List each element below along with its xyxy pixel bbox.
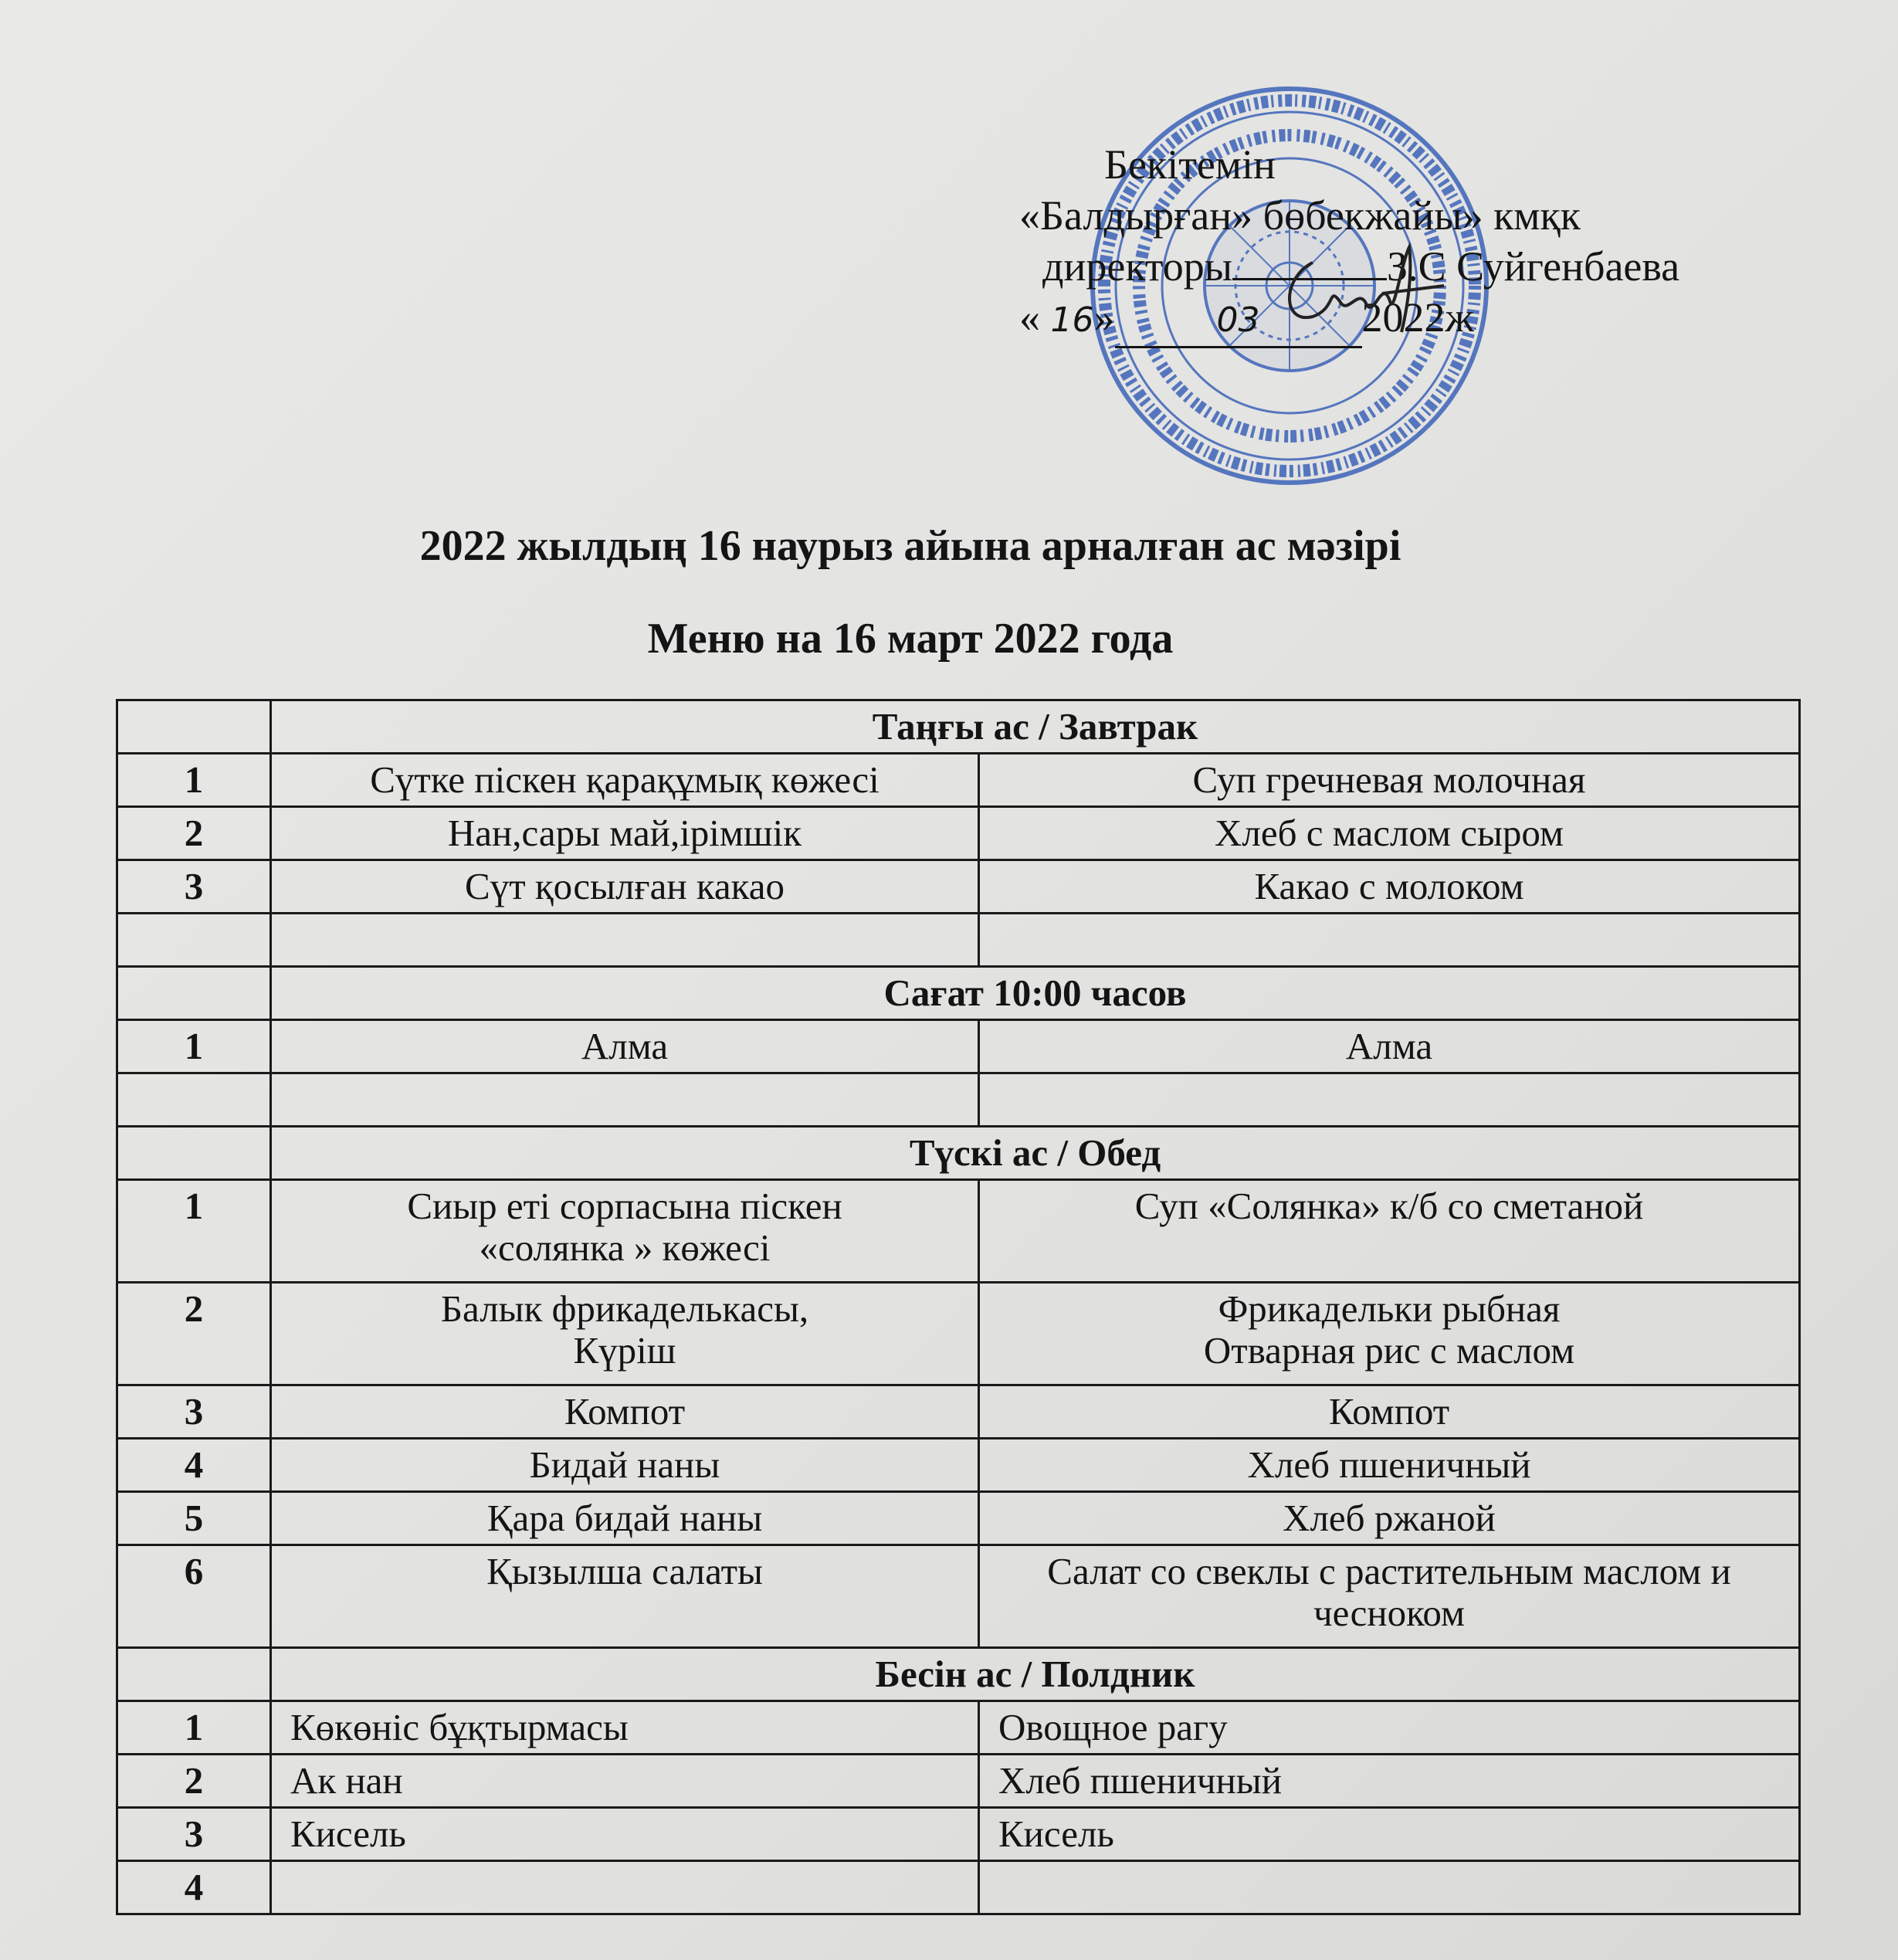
menu-row xyxy=(117,1492,1800,1545)
item-number xyxy=(117,914,271,967)
item-number: 2 xyxy=(117,1283,271,1385)
dish-russian: Хлеб пшеничный xyxy=(979,1755,1800,1808)
dish-russian xyxy=(979,1073,1800,1127)
dish-russian: Компот xyxy=(979,1385,1800,1439)
title-russian: Меню на 16 март 2022 года xyxy=(647,615,1174,663)
menu-row xyxy=(117,1073,1800,1127)
dish-russian: Салат со свеклы с растительным маслом и чесноком xyxy=(979,1545,1800,1648)
section-title: Таңғы ас / Завтрак xyxy=(271,700,1800,754)
item-number: 1 xyxy=(117,1180,271,1283)
section-header-row xyxy=(117,700,1800,754)
dish-kazakh: Алма xyxy=(271,1020,979,1073)
dish-russian: Хлеб ржаной xyxy=(979,1492,1800,1545)
empty-cell xyxy=(117,967,271,1020)
dish-kazakh xyxy=(271,1861,979,1914)
menu-row xyxy=(117,1439,1800,1492)
title-kazakh: 2022 жылдың 16 наурыз айына арналған ас мәзірі xyxy=(419,522,1401,570)
item-number: 5 xyxy=(117,1492,271,1545)
menu-row xyxy=(117,1808,1800,1861)
menu-row xyxy=(117,1545,1800,1648)
dish-russian: Суп гречневая молочная xyxy=(979,754,1800,807)
menu-row xyxy=(117,1701,1800,1755)
section-title: Бесін ас / Полдник xyxy=(271,1648,1800,1701)
section-header-row xyxy=(117,1648,1800,1701)
section-title: Түскі ас / Обед xyxy=(271,1127,1800,1180)
dish-russian xyxy=(979,914,1800,967)
section-title: Сағат 10:00 часов xyxy=(271,967,1800,1020)
dish-russian: Овощное рагу xyxy=(979,1701,1800,1755)
section-header-row xyxy=(117,1127,1800,1180)
menu-row xyxy=(117,754,1800,807)
menu-row xyxy=(117,914,1800,967)
menu-row xyxy=(117,1020,1800,1073)
item-number: 3 xyxy=(117,860,271,914)
menu-row xyxy=(117,1283,1800,1385)
empty-cell xyxy=(117,1127,271,1180)
item-number: 3 xyxy=(117,1385,271,1439)
dish-russian: Хлеб пшеничный xyxy=(979,1439,1800,1492)
dish-kazakh: Бидай наны xyxy=(271,1439,979,1492)
approval-heading: Бекітемін xyxy=(1104,141,1276,188)
dish-kazakh: Сүт қосылған какао xyxy=(271,860,979,914)
item-number: 4 xyxy=(117,1861,271,1914)
date-quote-open: « xyxy=(1019,294,1040,341)
dish-kazakh: Кисель xyxy=(271,1808,979,1861)
director-label: директоры xyxy=(1042,243,1233,290)
section-header-row xyxy=(117,967,1800,1020)
date-month: 03 xyxy=(1115,295,1362,348)
item-number: 1 xyxy=(117,754,271,807)
menu-row xyxy=(117,1385,1800,1439)
approval-organization: «Балдырған» бөбекжайы» кмқк xyxy=(1019,192,1581,239)
dish-kazakh xyxy=(271,914,979,967)
dish-kazakh: Қара бидай наны xyxy=(271,1492,979,1545)
item-number: 3 xyxy=(117,1808,271,1861)
dish-russian: Какао с молоком xyxy=(979,860,1800,914)
dish-kazakh: Көкөніс бұқтырмасы xyxy=(271,1701,979,1755)
date-quote-close: » xyxy=(1093,294,1115,341)
dish-kazakh: Балык фрикаделькасы, Күріш xyxy=(271,1283,979,1385)
empty-cell xyxy=(117,700,271,754)
item-number: 6 xyxy=(117,1545,271,1648)
item-number xyxy=(117,1073,271,1127)
dish-russian xyxy=(979,1861,1800,1914)
dish-kazakh: Нан,сары май,ірімшік xyxy=(271,807,979,860)
dish-russian: Хлеб с маслом сыром xyxy=(979,807,1800,860)
dish-russian: Алма xyxy=(979,1020,1800,1073)
menu-table xyxy=(116,699,1801,1915)
dish-kazakh: Сүтке піскен қарақұмық көжесі xyxy=(271,754,979,807)
dish-russian: Суп «Солянка» к/б со сметаной xyxy=(979,1180,1800,1283)
dish-russian: Фрикадельки рыбная Отварная рис с маслом xyxy=(979,1283,1800,1385)
director-signature xyxy=(1266,232,1467,348)
dish-kazakh: Сиыр еті сорпасына піскен «солянка » көжесі xyxy=(271,1180,979,1283)
date-day: 16 xyxy=(1050,300,1094,340)
menu-row xyxy=(117,1180,1800,1283)
item-number: 1 xyxy=(117,1020,271,1073)
dish-russian: Кисель xyxy=(979,1808,1800,1861)
dish-kazakh: Компот xyxy=(271,1385,979,1439)
date-year: 2022ж xyxy=(1361,294,1474,341)
item-number: 1 xyxy=(117,1701,271,1755)
menu-row xyxy=(117,807,1800,860)
menu-row xyxy=(117,860,1800,914)
item-number: 2 xyxy=(117,807,271,860)
director-name: З.С Суйгенбаева xyxy=(1387,243,1680,290)
menu-row xyxy=(117,1755,1800,1808)
dish-kazakh xyxy=(271,1073,979,1127)
dish-kazakh: Ак нан xyxy=(271,1755,979,1808)
menu-row xyxy=(117,1861,1800,1914)
empty-cell xyxy=(117,1648,271,1701)
dish-kazakh: Қызылша салаты xyxy=(271,1545,979,1648)
item-number: 4 xyxy=(117,1439,271,1492)
item-number: 2 xyxy=(117,1755,271,1808)
